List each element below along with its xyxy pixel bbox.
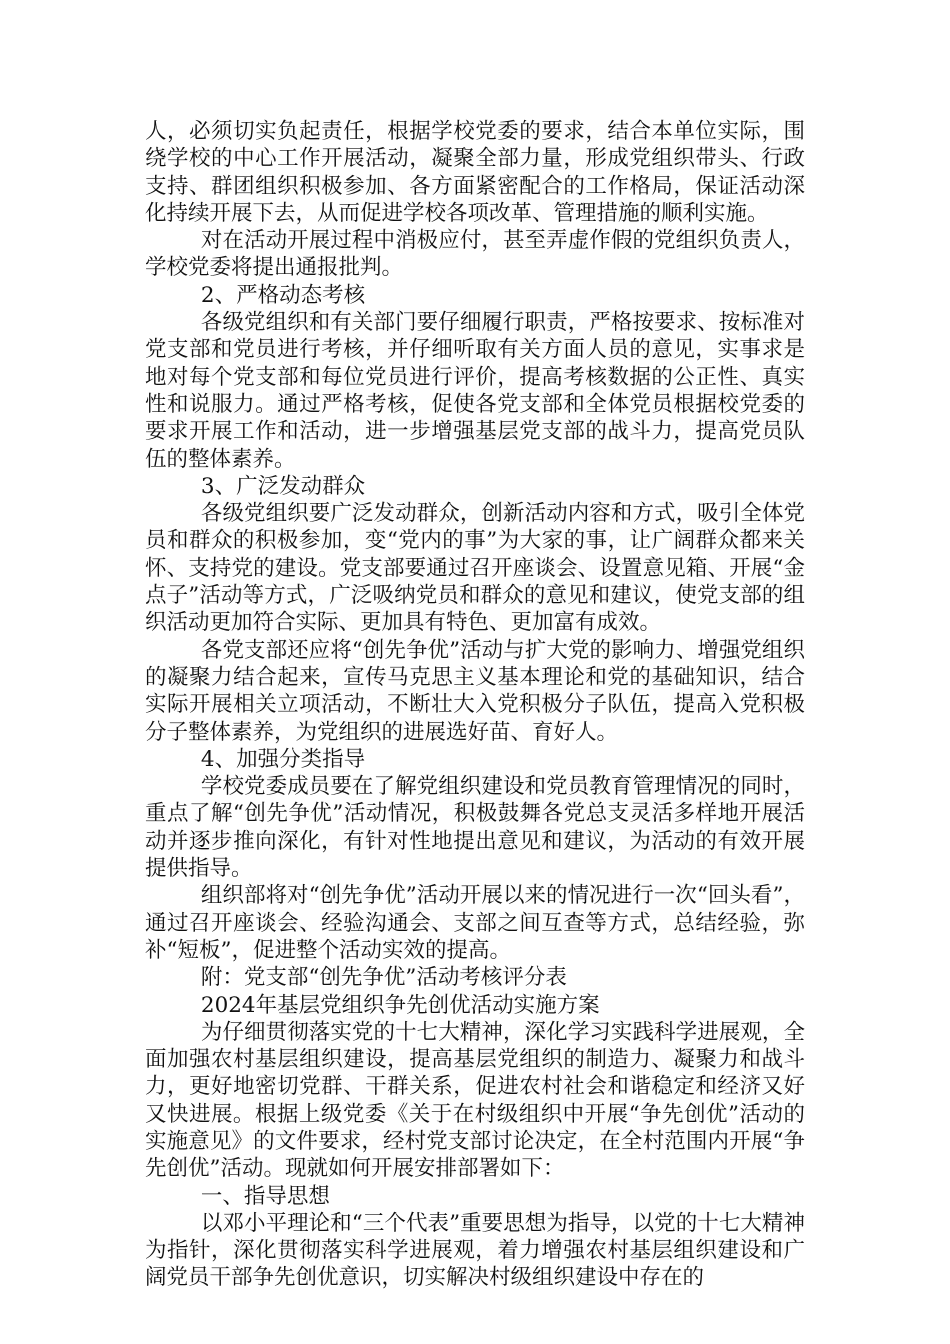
- document-title: 2024年基层党组织争先创优活动实施方案: [200, 992, 600, 1018]
- paragraph: 组织部将对“创先争优”活动开展以来的情况进行一次“回头看”，通过召开座谈会、经验沟通会、支部之间互查等方式，总结经验，弥补“短板”，促进整个活动实效的提高。: [145, 883, 805, 963]
- section-heading: 一、指导思想: [200, 1183, 330, 1209]
- paragraph: 各级党组织要广泛发动群众，创新活动内容和方式，吸引全体党员和群众的积极参加，变“党内的事”为大家的事，让广阔群众都来关怀、支持党的建设。党支部要通过召开座谈会、设置意见箱、开展“金点子”活动等方式，广泛吸纳党员和群众的意见和建议，使党支部的组织活动更加符合实际、更加具有特色、更加富有成效。: [145, 501, 805, 636]
- section-heading: 4、加强分类指导: [200, 746, 366, 772]
- paragraph: 对在活动开展过程中消极应付，甚至弄虚作假的党组织负责人，学校党委将提出通报批判。: [145, 228, 805, 281]
- paragraph: 各党支部还应将“创先争优”活动与扩大党的影响力、增强党组织的凝聚力结合起来，宣传马克思主义基本理论和党的基础知识，结合实际开展相关立项活动，不断壮大入党积极分子队伍，提高入党积极分子整体素养，为党组织的进展选好苗、育好人。: [145, 637, 805, 745]
- section-heading: 3、广泛发动群众: [200, 473, 366, 499]
- document-page: [145, 118, 805, 1292]
- attachment-note: 附：党支部“创先争优”活动考核评分表: [200, 965, 567, 991]
- paragraph: 各级党组织和有关部门要仔细履行职责，严格按要求、按标准对党支部和党员进行考核，并仔细听取有关方面人员的意见，实事求是地对每个党支部和每位党员进行评价，提高考核数据的公正性、真实性和说服力。通过严格考核，促使各党支部和全体党员根据校党委的要求开展工作和活动，进一步增强基层党支部的战斗力，提高党员队伍的整体素养。: [145, 310, 805, 472]
- section-heading: 2、严格动态考核: [200, 282, 366, 308]
- paragraph: 学校党委成员要在了解党组织建设和党员教育管理情况的同时，重点了解“创先争优”活动情况，积极鼓舞各党总支灵活多样地开展活动并逐步推向深化，有针对性地提出意见和建议，为活动的有效开展提供指导。: [145, 774, 805, 882]
- paragraph: 人，必须切实负起责任，根据学校党委的要求，结合本单位实际，围绕学校的中心工作开展活动，凝聚全部力量，形成党组织带头、行政支持、群团组织积极参加、各方面紧密配合的工作格局，保证活动深化持续开展下去，从而促进学校各项改革、管理措施的顺利实施。: [145, 119, 805, 226]
- paragraph: 为仔细贯彻落实党的十七大精神，深化学习实践科学进展观，全面加强农村基层组织建设，提高基层党组织的制造力、凝聚力和战斗力，更好地密切党群、干群关系，促进农村社会和谐稳定和经济又好又快进展。根据上级党委《关于在村级组织中开展“争先创优”活动的实施意见》的文件要求，经村党支部讨论决定，在全村范围内开展“争先创优”活动。现就如何开展安排部署如下：: [145, 1019, 805, 1182]
- paragraph: 以邓小平理论和“三个代表”重要思想为指导，以党的十七大精神为指针，深化贯彻落实科学进展观，着力增强农村基层组织建设和广阔党员干部争先创优意识，切实解决村级组织建设中存在的: [145, 1210, 805, 1291]
